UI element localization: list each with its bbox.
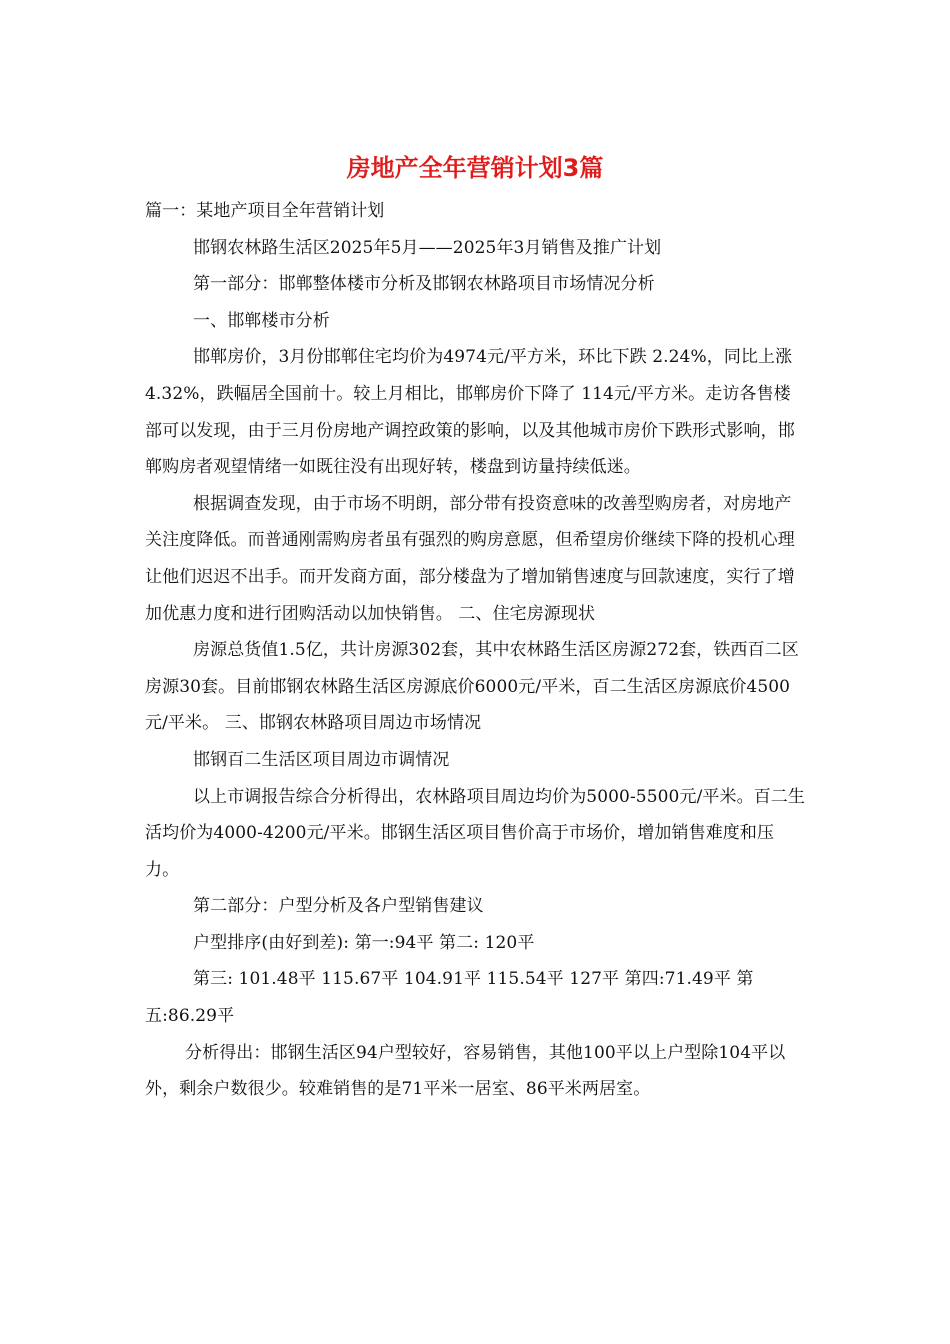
part-one-heading: 第一部分：邯郸整体楼市分析及邯钢农林路项目市场情况分析 (193, 274, 655, 295)
paragraph-survey-findings: 根据调查发现，由于市场不明朗，部分带有投资意味的改善型购房者，对房地产关注度降低。而普通刚需购房者虽有强烈的购房意愿，但希望房价继续下降的投机心理让他们迟迟不出手。而开发商方面，部分楼盘为了增加销售速度与回款速度，实行了增加优惠力度和进行团购活动以加快销售。 二、住宅房源现状 (145, 493, 795, 624)
paragraph-unit-ranking: 户型排序(由好到差): 第一:94平 第二: 120平 (193, 932, 535, 953)
section-heading-part-one: 篇一：某地产项目全年营销计划 (145, 201, 385, 221)
document-body (145, 193, 807, 1108)
plan-subtitle: 邯钢农林路生活区2025年5月——2025年3月销售及推广计划 (193, 237, 662, 258)
paragraph-price-analysis: 邯郸房价，3月份邯郸住宅均价为4974元/平方米，环比下跌 2.24%，同比上涨 4.32%，跌幅居全国前十。较上月相比，邯郸房价下降了 114元/平方米。走访各售楼部可以发现，由于三月份房地产调控政策的影响，以及其他城市房价下跌形式影响，邯郸购房者观望情绪一如既往没有出现好转，楼盘到访量持续低迷。 (145, 347, 795, 478)
document-title: 房地产全年营销计划3篇 (346, 154, 604, 182)
subsection-heading-baier-survey: 邯钢百二生活区项目周边市调情况 (193, 749, 450, 770)
subsection-heading-market: 一、邯郸楼市分析 (193, 310, 330, 331)
paragraph-survey-summary: 以上市调报告综合分析得出，农林路项目周边均价为5000-5500元/平米。百二生活均价为4000-4200元/平米。邯钢生活区项目售价高于市场价，增加销售难度和压力。 (145, 786, 805, 880)
paragraph-housing-supply: 房源总货值1.5亿，共计房源302套，其中农林路生活区房源272套，铁西百二区房源30套。目前邯钢农林路生活区房源底价6000元/平米，百二生活区房源底价4500元/平米。 三、邯钢农林路项目周边市场情况 (145, 640, 799, 734)
paragraph-analysis-conclusion: 分析得出：邯钢生活区94户型较好，容易销售，其他100平以上户型除104平以外，剩余户数很少。较难销售的是71平米一居室、86平米两居室。 (145, 1042, 786, 1100)
paragraph-unit-ranking-continued: 第三: 101.48平 115.67平 104.91平 115.54平 127平 第四:71.49平 第五:86.29平 (145, 969, 754, 1027)
part-two-heading: 第二部分：户型分析及各户型销售建议 (193, 896, 484, 917)
